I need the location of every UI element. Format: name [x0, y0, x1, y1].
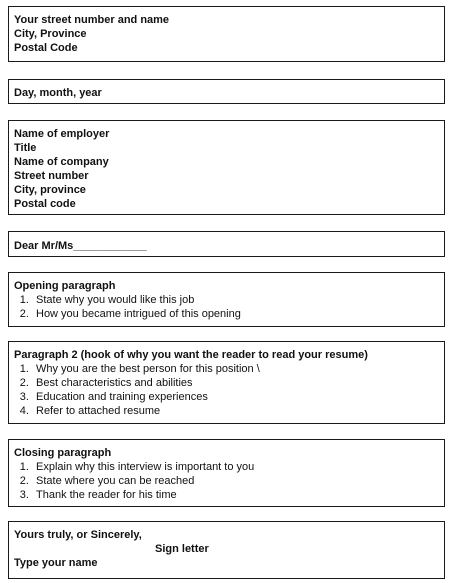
paragraph-2-box	[8, 341, 445, 424]
opening-heading: Opening paragraph	[14, 280, 116, 292]
employer-postal-code: Postal code	[14, 198, 76, 210]
sender-city-province: City, Province	[14, 28, 87, 40]
sender-postal-code: Postal Code	[14, 42, 78, 54]
list-item: 4. Refer to attached resume	[32, 404, 439, 418]
type-your-name: Type your name	[14, 557, 98, 569]
closing-heading: Closing paragraph	[14, 447, 112, 459]
employer-title: Title	[14, 142, 37, 154]
date-box	[8, 79, 445, 104]
list-item: 3. Education and training experiences	[32, 390, 439, 404]
employer-name: Name of employer	[14, 128, 110, 140]
list-item: 1. State why you would like this job	[32, 293, 439, 307]
signoff-box	[8, 521, 445, 579]
opening-list	[14, 293, 439, 321]
sign-letter: Sign letter	[155, 543, 209, 555]
paragraph-2-list	[14, 362, 439, 418]
paragraph-2-heading: Paragraph 2 (hook of why you want the reader to read your resume)	[14, 349, 368, 361]
list-item: 2. Best characteristics and abilities	[32, 376, 439, 390]
employer-address-box	[8, 120, 445, 215]
closing-paragraph-box	[8, 439, 445, 507]
sender-street: Your street number and name	[14, 14, 170, 26]
list-item: 2. How you became intrigued of this opening	[32, 307, 439, 321]
list-item: 1. Why you are the best person for this position \	[32, 362, 439, 376]
date-line: Day, month, year	[14, 87, 102, 99]
list-item: 3. Thank the reader for his time	[32, 488, 439, 502]
employer-city-province: City, province	[14, 184, 86, 196]
company-name: Name of company	[14, 156, 109, 168]
complimentary-close: Yours truly, or Sincerely,	[14, 529, 142, 541]
list-item: 1. Explain why this interview is important to you	[32, 460, 439, 474]
employer-street: Street number	[14, 170, 89, 182]
salutation-box	[8, 231, 445, 257]
salutation-line: Dear Mr/Ms____________	[14, 240, 147, 252]
opening-paragraph-box	[8, 272, 445, 327]
list-item: 2. State where you can be reached	[32, 474, 439, 488]
sender-address-box	[8, 6, 445, 62]
closing-list	[14, 460, 439, 502]
